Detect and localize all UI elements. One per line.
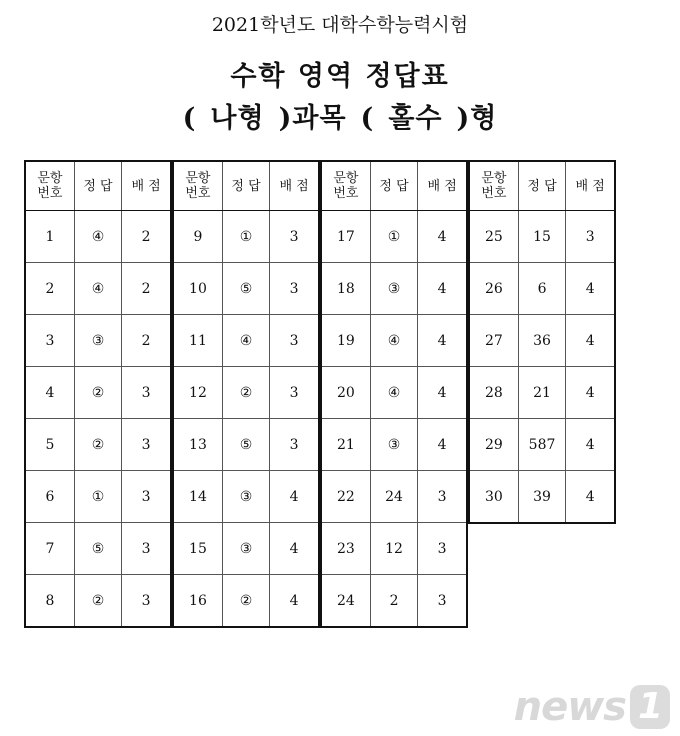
question-number: 3 (25, 315, 74, 367)
score-cell: 2 (122, 315, 171, 367)
news1-logo (514, 684, 670, 730)
answer-cell: ② (74, 575, 121, 628)
table-header-row (25, 161, 171, 211)
answer-table-block (24, 160, 172, 628)
answer-cell: ① (222, 211, 269, 263)
table-header-row (321, 161, 467, 211)
question-number: 14 (173, 471, 222, 523)
header-number-line: 번호 (185, 186, 211, 201)
table-row (321, 523, 467, 575)
logo-mark: 1 (630, 685, 670, 729)
score-cell: 4 (418, 367, 467, 419)
answer-table-block (172, 160, 320, 628)
answer-cell: 2 (370, 575, 417, 628)
table-row (321, 263, 467, 315)
question-number: 27 (469, 315, 518, 367)
table-row (321, 419, 467, 471)
question-number: 12 (173, 367, 222, 419)
table-row (469, 315, 615, 367)
table-row (173, 471, 319, 523)
answer-cell: ④ (370, 367, 417, 419)
question-number: 28 (469, 367, 518, 419)
answer-cell: ⑤ (222, 419, 269, 471)
answer-cell: 24 (370, 471, 417, 523)
exam-year-heading: 2021학년도 대학수학능력시험 (211, 14, 469, 36)
question-number: 21 (321, 419, 370, 471)
score-cell: 3 (122, 367, 171, 419)
answer-cell: ③ (222, 471, 269, 523)
header-score: 배 점 (270, 161, 319, 211)
score-cell: 3 (122, 575, 171, 628)
table-row (173, 575, 319, 628)
answer-cell: ① (370, 211, 417, 263)
table-row (469, 419, 615, 471)
answer-table-block (468, 160, 616, 524)
question-number: 8 (25, 575, 74, 628)
question-number: 24 (321, 575, 370, 628)
question-number: 17 (321, 211, 370, 263)
table-row (25, 263, 171, 315)
table-row (173, 315, 319, 367)
score-cell: 3 (122, 419, 171, 471)
answer-cell: ② (222, 367, 269, 419)
question-number: 19 (321, 315, 370, 367)
subtitle-paren-open-2: ( (360, 103, 375, 134)
answer-cell: ③ (370, 419, 417, 471)
table-row (321, 315, 467, 367)
score-cell: 3 (270, 367, 319, 419)
score-cell: 4 (566, 263, 615, 315)
score-cell: 2 (122, 263, 171, 315)
header-number (469, 161, 518, 211)
header-answer: 정 답 (74, 161, 121, 211)
header-number-line: 번호 (333, 186, 359, 201)
answer-cell: 39 (518, 471, 566, 524)
subtitle-subject-label: )과목 (278, 103, 347, 134)
score-cell: 3 (418, 523, 467, 575)
table-row (469, 367, 615, 419)
header-answer: 정 답 (518, 161, 566, 211)
answer-cell: ⑤ (222, 263, 269, 315)
score-cell: 4 (566, 471, 615, 524)
answer-cell: 36 (518, 315, 566, 367)
score-cell: 3 (122, 523, 171, 575)
answer-table-block (320, 160, 468, 628)
question-number: 15 (173, 523, 222, 575)
table-row (469, 471, 615, 524)
score-cell: 3 (418, 575, 467, 628)
header-score: 배 점 (566, 161, 615, 211)
header-score: 배 점 (122, 161, 171, 211)
header-number (173, 161, 222, 211)
score-cell: 3 (122, 471, 171, 523)
score-cell: 4 (270, 575, 319, 628)
score-cell: 2 (122, 211, 171, 263)
table-row (173, 367, 319, 419)
score-cell: 3 (270, 211, 319, 263)
question-number: 30 (469, 471, 518, 524)
header-score: 배 점 (418, 161, 467, 211)
answer-cell: ④ (74, 263, 121, 315)
subtitle (0, 96, 680, 135)
table-header-row (173, 161, 319, 211)
answer-cell: ② (222, 575, 269, 628)
question-number: 16 (173, 575, 222, 628)
answer-cell: ③ (370, 263, 417, 315)
question-number: 23 (321, 523, 370, 575)
answer-cell: ⑤ (74, 523, 121, 575)
header-number-line: 문항 (333, 171, 359, 186)
question-number: 13 (173, 419, 222, 471)
score-cell: 4 (418, 263, 467, 315)
header-number-line: 문항 (185, 171, 211, 186)
question-number: 9 (173, 211, 222, 263)
header-answer: 정 답 (222, 161, 269, 211)
header-number-line: 문항 (37, 171, 63, 186)
score-cell: 4 (270, 471, 319, 523)
question-number: 25 (469, 211, 518, 263)
header-number (25, 161, 74, 211)
question-number: 2 (25, 263, 74, 315)
subtitle-paren-open-1: ( (182, 103, 197, 134)
logo-text: news (513, 684, 626, 730)
header-number-line: 번호 (481, 186, 507, 201)
table-row (25, 575, 171, 628)
table-row (173, 211, 319, 263)
page-title: 수학 영역 정답표 (230, 61, 450, 92)
answer-cell: ① (74, 471, 121, 523)
answer-cell: 587 (518, 419, 566, 471)
question-number: 6 (25, 471, 74, 523)
score-cell: 4 (566, 419, 615, 471)
header-number (321, 161, 370, 211)
score-cell: 4 (418, 315, 467, 367)
table-row (25, 523, 171, 575)
score-cell: 3 (270, 263, 319, 315)
score-cell: 4 (566, 367, 615, 419)
header-number-line: 번호 (37, 186, 63, 201)
table-row (173, 263, 319, 315)
score-cell: 4 (566, 315, 615, 367)
answer-cell: ④ (222, 315, 269, 367)
question-number: 22 (321, 471, 370, 523)
table-row (173, 419, 319, 471)
score-cell: 3 (566, 211, 615, 263)
table-header-row (469, 161, 615, 211)
answer-cell: ② (74, 419, 121, 471)
table-row (469, 211, 615, 263)
table-row (25, 315, 171, 367)
subtitle-form-type: 홀수 (388, 103, 443, 134)
answer-cell: 21 (518, 367, 566, 419)
answer-cell: ② (74, 367, 121, 419)
table-row (321, 471, 467, 523)
table-row (25, 367, 171, 419)
question-number: 1 (25, 211, 74, 263)
subtitle-subject-type: 나형 (210, 103, 265, 134)
subtitle-form-label: )형 (456, 103, 498, 134)
question-number: 20 (321, 367, 370, 419)
header-number-line: 문항 (481, 171, 507, 186)
answer-cell: 12 (370, 523, 417, 575)
answer-cell: ③ (222, 523, 269, 575)
question-number: 11 (173, 315, 222, 367)
table-row (173, 523, 319, 575)
answer-cell: 15 (518, 211, 566, 263)
score-cell: 4 (418, 419, 467, 471)
answer-cell: ④ (370, 315, 417, 367)
question-number: 26 (469, 263, 518, 315)
question-number: 4 (25, 367, 74, 419)
table-row (25, 471, 171, 523)
score-cell: 3 (418, 471, 467, 523)
question-number: 7 (25, 523, 74, 575)
score-cell: 3 (270, 315, 319, 367)
answer-cell: ③ (74, 315, 121, 367)
header-answer: 정 답 (370, 161, 417, 211)
score-cell: 4 (270, 523, 319, 575)
question-number: 18 (321, 263, 370, 315)
score-cell: 3 (270, 419, 319, 471)
question-number: 29 (469, 419, 518, 471)
answer-cell: ④ (74, 211, 121, 263)
question-number: 10 (173, 263, 222, 315)
score-cell: 4 (418, 211, 467, 263)
table-row (25, 419, 171, 471)
table-row (25, 211, 171, 263)
answer-cell: 6 (518, 263, 566, 315)
table-row (321, 575, 467, 628)
table-row (469, 263, 615, 315)
question-number: 5 (25, 419, 74, 471)
table-row (321, 211, 467, 263)
table-row (321, 367, 467, 419)
